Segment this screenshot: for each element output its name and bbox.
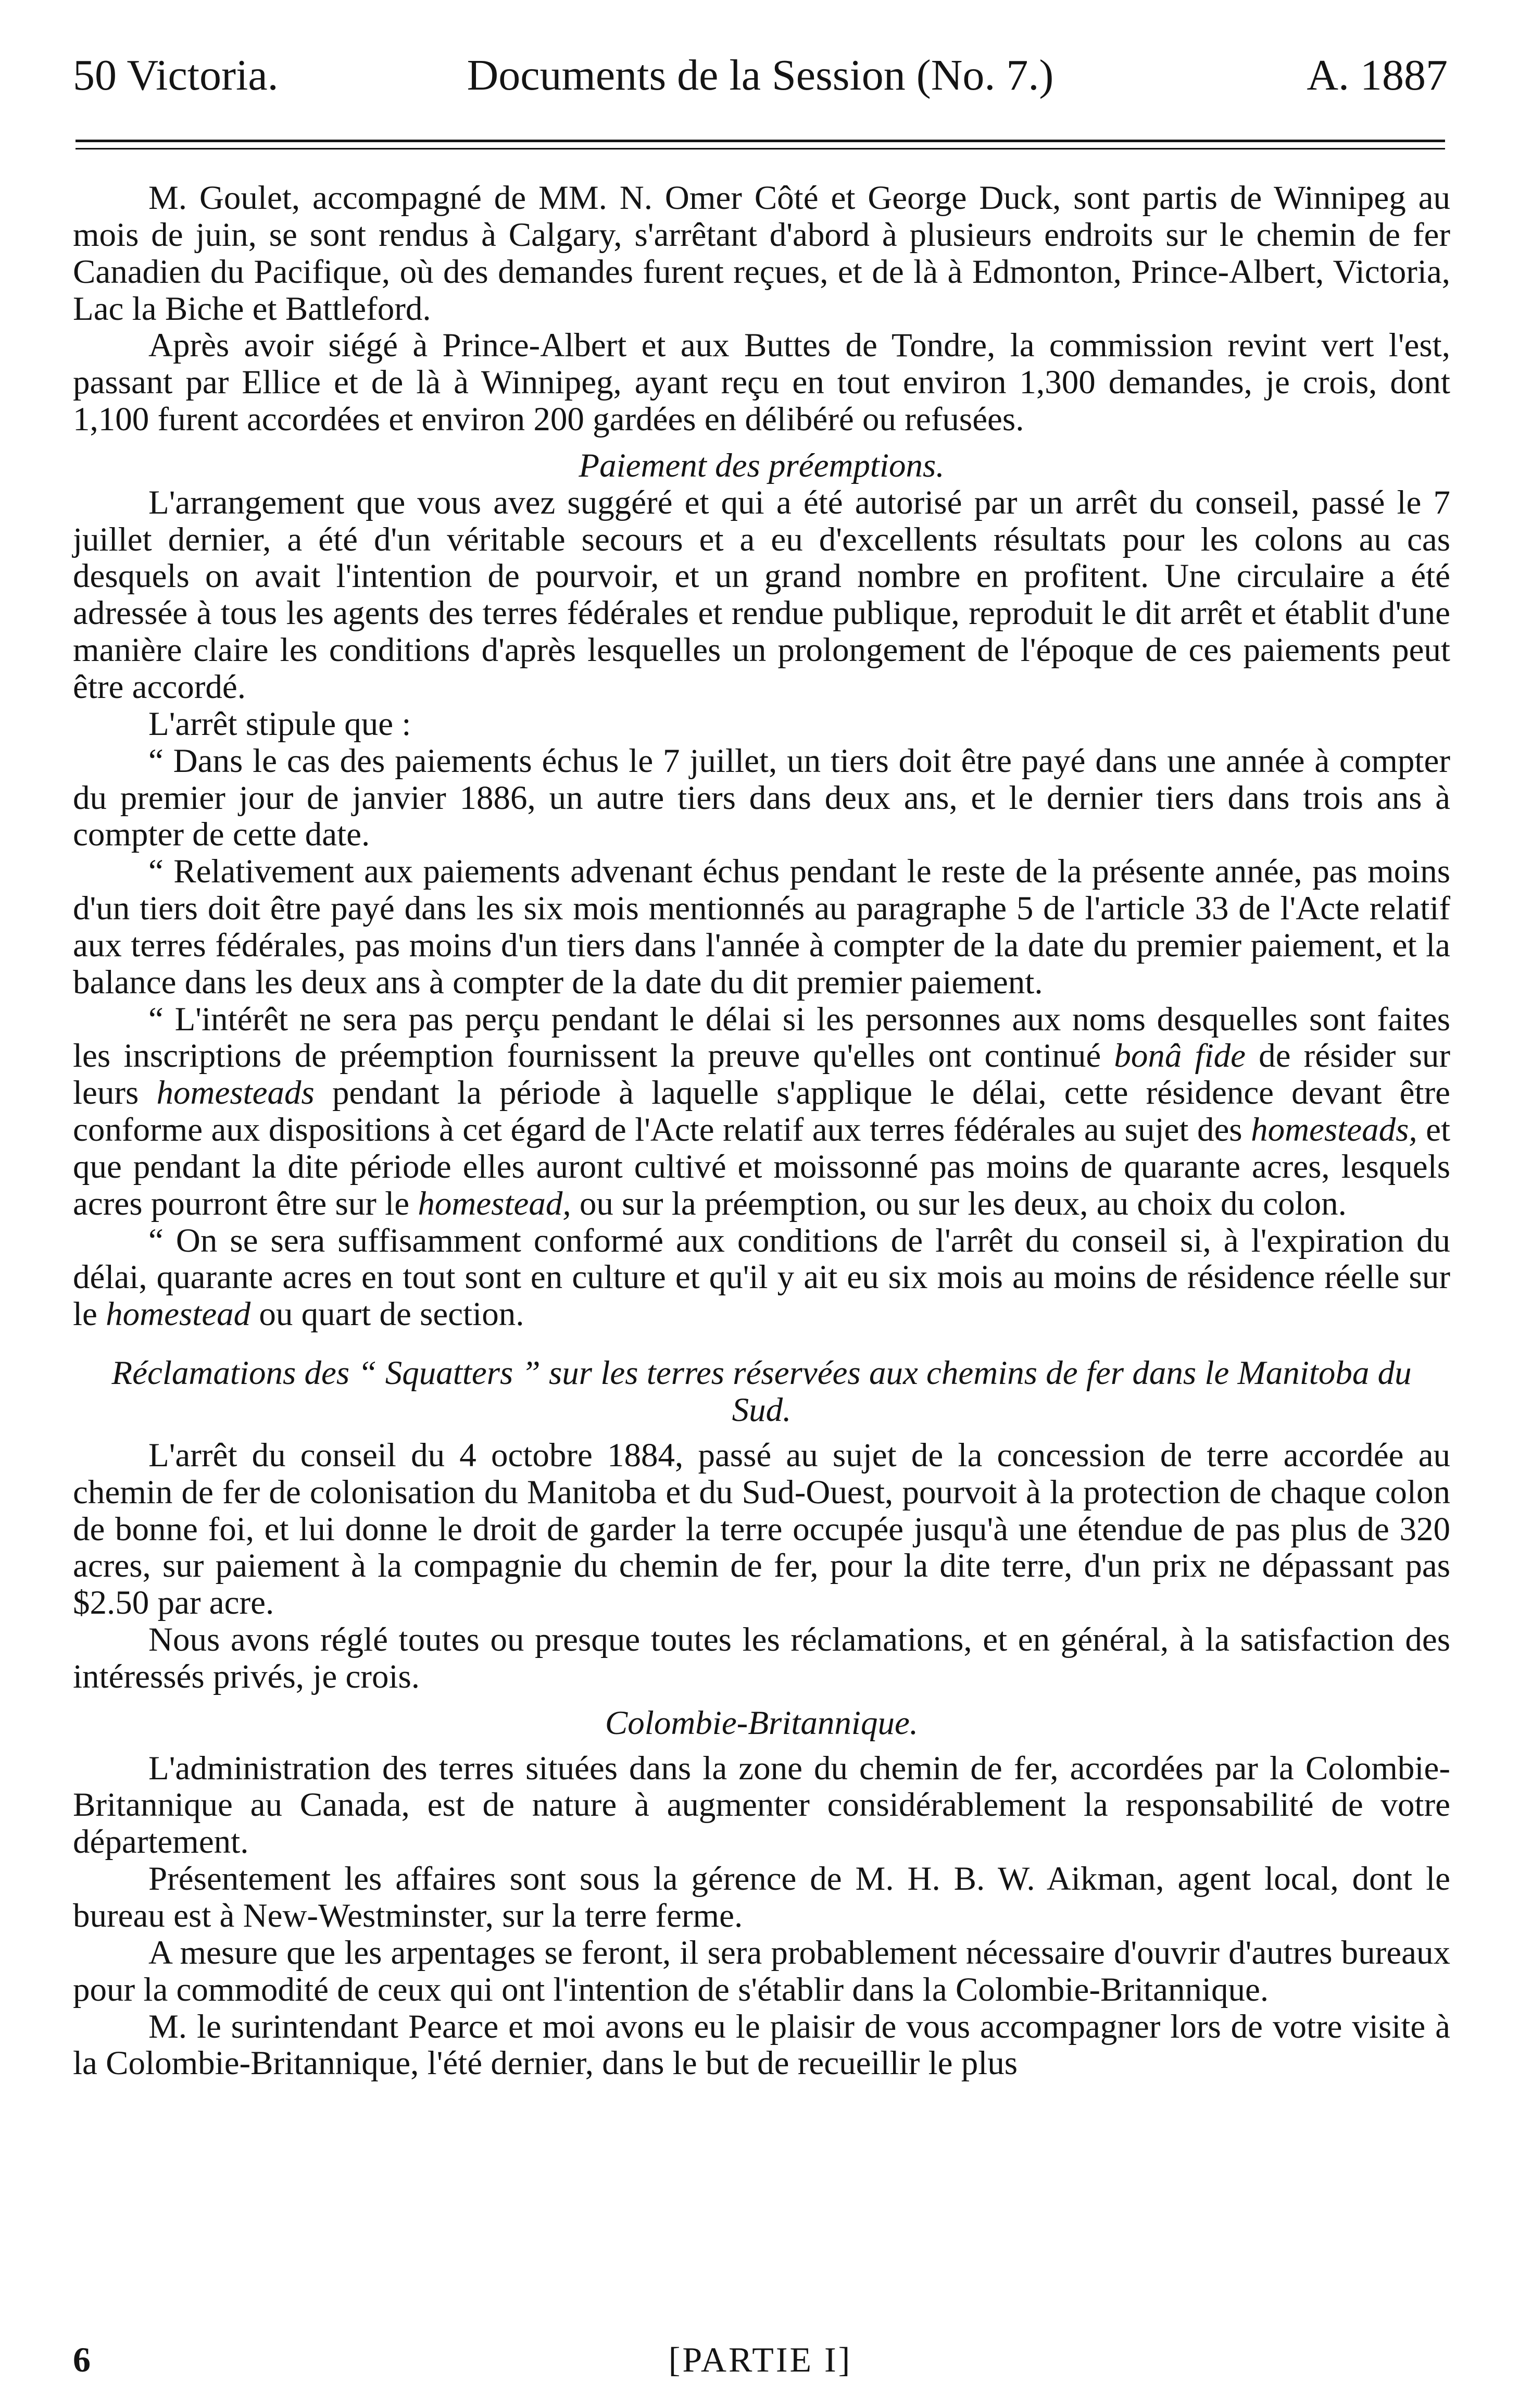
quote-paragraph — [73, 1001, 1450, 1222]
spacer — [73, 1429, 1450, 1437]
footer-part-label: [PARTIE I] — [668, 2340, 852, 2379]
paragraph: L'arrangement que vous avez suggéré et qui a été autorisé par un arrêt du conseil, passé le 7 juillet dernier, a été d'un véritable secours et a eu d'excellents résultats pour les colons au cas desquels on avait l'intention de pourvoir, et un grand nombre en profitent. Une circulaire a été adressée à tous les agents des terres fédérales et rendue publique, reproduit le dit arrêt et établit d'une manière claire les conditions d'après lesquelles un prolongement de l'époque de ces paiements peut être accordé. — [73, 483, 1450, 706]
paragraph: A mesure que les arpentages se feront, il sera probablement nécessaire d'ouvrir d'autres bureaux pour la commodité de ceux qui ont l'intention de s'établir dans la Colombie-Britannique. — [73, 1933, 1450, 2008]
italic-term: homesteads — [156, 1074, 315, 1112]
italic-term: homestead — [106, 1295, 251, 1333]
quote-paragraph — [73, 1222, 1450, 1333]
italic-term: bonâ fide — [1114, 1037, 1246, 1075]
body-text — [73, 180, 1450, 2082]
spacer — [73, 1742, 1450, 1750]
footer-sheet-number: 6 — [73, 2340, 91, 2379]
paragraph: Nous avons réglé toutes ou presque toutes les réclamations, et en général, à la satisfaction des intéressés privés, je crois. — [73, 1621, 1450, 1695]
header-year: A. 1887 — [1307, 51, 1448, 99]
section-heading-british-columbia: Colombie-Britannique. — [605, 1704, 919, 1742]
section-heading-preemptions: Paiement des préemptions. — [579, 446, 945, 484]
header-rule-thin — [76, 148, 1445, 149]
paragraph: M. le surintendant Pearce et moi avons eu le plaisir de vous accompagner lors de votre visite à la Colombie-Britannique, l'été dernier, dans le but de recueillir le plus — [73, 2007, 1450, 2082]
paragraph: L'arrêt stipule que : — [148, 705, 411, 743]
paragraph: M. Goulet, accompagné de MM. N. Omer Côté et George Duck, sont partis de Winnipeg au mois de juin, se sont rendus à Calgary, s'arrêtant d'abord à plusieurs endroits sur le chemin de fer Canadien du Pacifique, où des demandes furent reçues, et de là à Edmonton, Prince-Albert, Victoria, Lac la Biche et Battleford. — [73, 179, 1450, 328]
header-rule-thick — [76, 140, 1445, 142]
text-run: et que pendant la dite période elles auront cultivé et moissonné pas moins de quarante acres, lesquels acres pourront être sur le — [73, 1111, 1451, 1222]
running-header — [73, 47, 1448, 104]
quote-paragraph: “ Dans le cas des paiements échus le 7 juillet, un tiers doit être payé dans une année à compter du premier jour de janvier 1886, un autre tiers dans deux ans, et le dernier tiers dans trois ans à compter de cette date. — [73, 742, 1450, 854]
italic-term: homesteads, — [1251, 1111, 1417, 1149]
section-heading-squatters: Réclamations des “ Squatters ” sur les terres réservées aux chemins de fer dans le Manitoba du Sud. — [111, 1354, 1412, 1429]
paragraph: L'arrêt du conseil du 4 octobre 1884, passé au sujet de la concession de terre accordée au chemin de fer de colonisation du Manitoba et du Sud-Ouest, pourvoit à la protection de chaque colon de bonne foi, et lui donne le droit de garder la terre occupée jusqu'à une étendue de pas plus de 320 acres, sur paiement à la compagnie du chemin de fer, pour la dite terre, d'un prix ne dépassant pas $2.50 par acre. — [73, 1436, 1450, 1622]
text-run: “ L'intérêt ne sera pas perçu pendant le délai si les personnes aux noms desquelles sont faites les inscriptions de préemption fournissent la preuve qu'elles ont continué — [73, 1000, 1450, 1075]
paragraph: L'administration des terres situées dans la zone du chemin de fer, accordées par la Colombie-Britannique au Canada, est de nature à augmenter considérablement la responsabilité de votre département. — [73, 1749, 1450, 1861]
text-run: “ On se sera suffisamment conformé aux conditions de l'arrêt du conseil si, à l'expiration du délai, quarante acres en tout sont en culture et qu'il y ait eu six mois au moins de résidence réelle sur le — [73, 1221, 1450, 1333]
paragraph: Présentement les affaires sont sous la gérence de M. H. B. W. Aikman, agent local, dont le bureau est à New-Westminster, sur la terre ferme. — [73, 1860, 1450, 1935]
text-run: ou sur la préemption, ou sur les deux, au choix du colon. — [579, 1184, 1347, 1222]
text-run: ou quart de section. — [259, 1295, 524, 1333]
header-session-year: 50 Victoria. — [73, 51, 279, 99]
italic-term: homestead, — [418, 1184, 571, 1222]
text-run: de résider sur leurs — [73, 1037, 1451, 1112]
page-footer — [73, 2336, 1448, 2383]
header-document-title: Documents de la Session (No. 7.) — [467, 51, 1054, 99]
paragraph: Après avoir siégé à Prince-Albert et aux Buttes de Tondre, la commission revint vert l'est, passant par Ellice et de là à Winnipeg, ayant reçu en tout environ 1,300 demandes, je crois, dont 1,100 furent accordées et environ 200 gardées en délibéré ou refusées. — [73, 327, 1450, 439]
text-run: pendant la période à laquelle s'applique le délai, cette résidence devant être conforme aux dispositions à cet égard de l'Acte relatif aux terres fédérales au sujet des — [73, 1074, 1451, 1149]
quote-paragraph: “ Relativement aux paiements advenant échus pendant le reste de la présente année, pas moins d'un tiers doit être payé dans les six mois mentionnés au paragraphe 5 de l'article 33 de l'Acte relatif aux terres fédérales, pas moins d'un tiers dans l'année à compter de la date du premier paiement, et la balance dans les deux ans à compter de la date du dit premier paiement. — [73, 853, 1450, 1001]
